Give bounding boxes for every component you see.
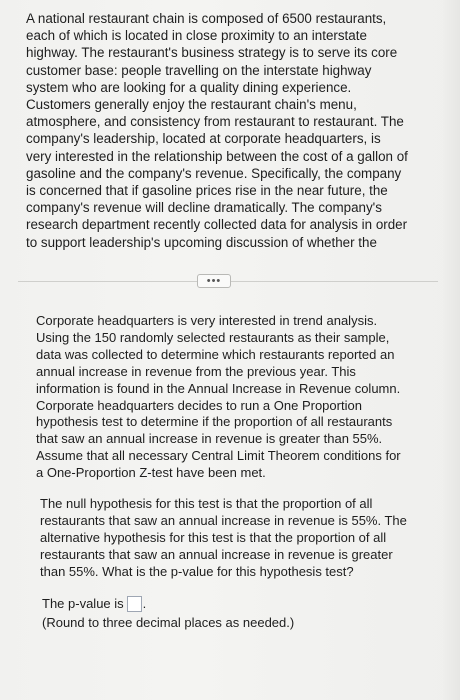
- scenario-line: A national restaurant chain is composed of 6500 restaurants,: [26, 11, 387, 26]
- question-line: alternative hypothesis for this test is that the proportion of all: [40, 529, 387, 545]
- question-line: annual increase in revenue from the previous year. This: [36, 363, 356, 379]
- scenario-line: Customers generally enjoy the restaurant chain's menu,: [26, 97, 357, 113]
- scenario-line: gasoline and the company's revenue. Specifically, the company: [26, 165, 402, 181]
- question-line: The null hypothesis for this test is that the proportion of all: [40, 496, 373, 511]
- scenario-line: atmosphere, and consistency from restaurant to restaurant. The: [26, 114, 404, 130]
- expand-more-button[interactable]: •••: [197, 274, 231, 288]
- scenario-line: highway. The restaurant's business strategy is to serve its core: [26, 45, 398, 61]
- p-value-input[interactable]: [127, 596, 142, 612]
- scenario-line: very interested in the relationship between the cost of a gallon of: [26, 148, 408, 164]
- question-line: restaurants that saw an annual increase in revenue is 55%. The: [40, 512, 407, 528]
- question-line: data was collected to determine which restaurants reported an: [36, 346, 395, 362]
- question-line: than 55%. What is the p-value for this hypothesis test?: [40, 563, 354, 579]
- rounding-hint: (Round to three decimal places as needed.): [42, 615, 295, 630]
- question-line: hypothesis test to determine if the proportion of all restaurants: [36, 414, 393, 430]
- scenario-text: [26, 10, 436, 251]
- scenario-line: to support leadership's upcoming discussion of whether the: [26, 234, 377, 250]
- question-paragraph-1: [36, 313, 401, 482]
- question-line: a One-Proportion Z-test have been met.: [36, 465, 266, 481]
- question-line: Assume that all necessary Central Limit Theorem conditions for: [36, 448, 401, 464]
- scenario-line: system who are looking for a quality dining experience.: [26, 79, 352, 95]
- question-line: Corporate headquarters decides to run a One Proportion: [36, 397, 362, 413]
- question-line: restaurants that saw an annual increase in revenue is greater: [40, 546, 393, 562]
- scenario-line: is concerned that if gasoline prices rise in the near future, the: [26, 183, 388, 199]
- question-line: that saw an annual increase in revenue is greater than 55%.: [36, 431, 383, 447]
- answer-row: [42, 595, 146, 612]
- scenario-line: research department recently collected data for analysis in order: [26, 217, 408, 233]
- question-paragraph-2: [40, 496, 407, 581]
- question-line: Using the 150 randomly selected restaurants as their sample,: [36, 329, 390, 345]
- scenario-line: company's leadership, located at corporate headquarters, is: [26, 131, 381, 147]
- scenario-line: customer base: people travelling on the interstate highway: [26, 62, 372, 78]
- answer-suffix: .: [142, 596, 147, 611]
- page-edge-shadow: [442, 0, 460, 700]
- question-line: information is found in the Annual Increase in Revenue column.: [36, 380, 401, 396]
- scenario-line: company's revenue will decline dramatically. The company's: [26, 200, 382, 216]
- question-line: Corporate headquarters is very interested in trend analysis.: [36, 313, 378, 328]
- answer-prefix: The p-value is: [42, 596, 124, 611]
- scenario-line: each of which is located in close proximity to an interstate: [26, 28, 367, 44]
